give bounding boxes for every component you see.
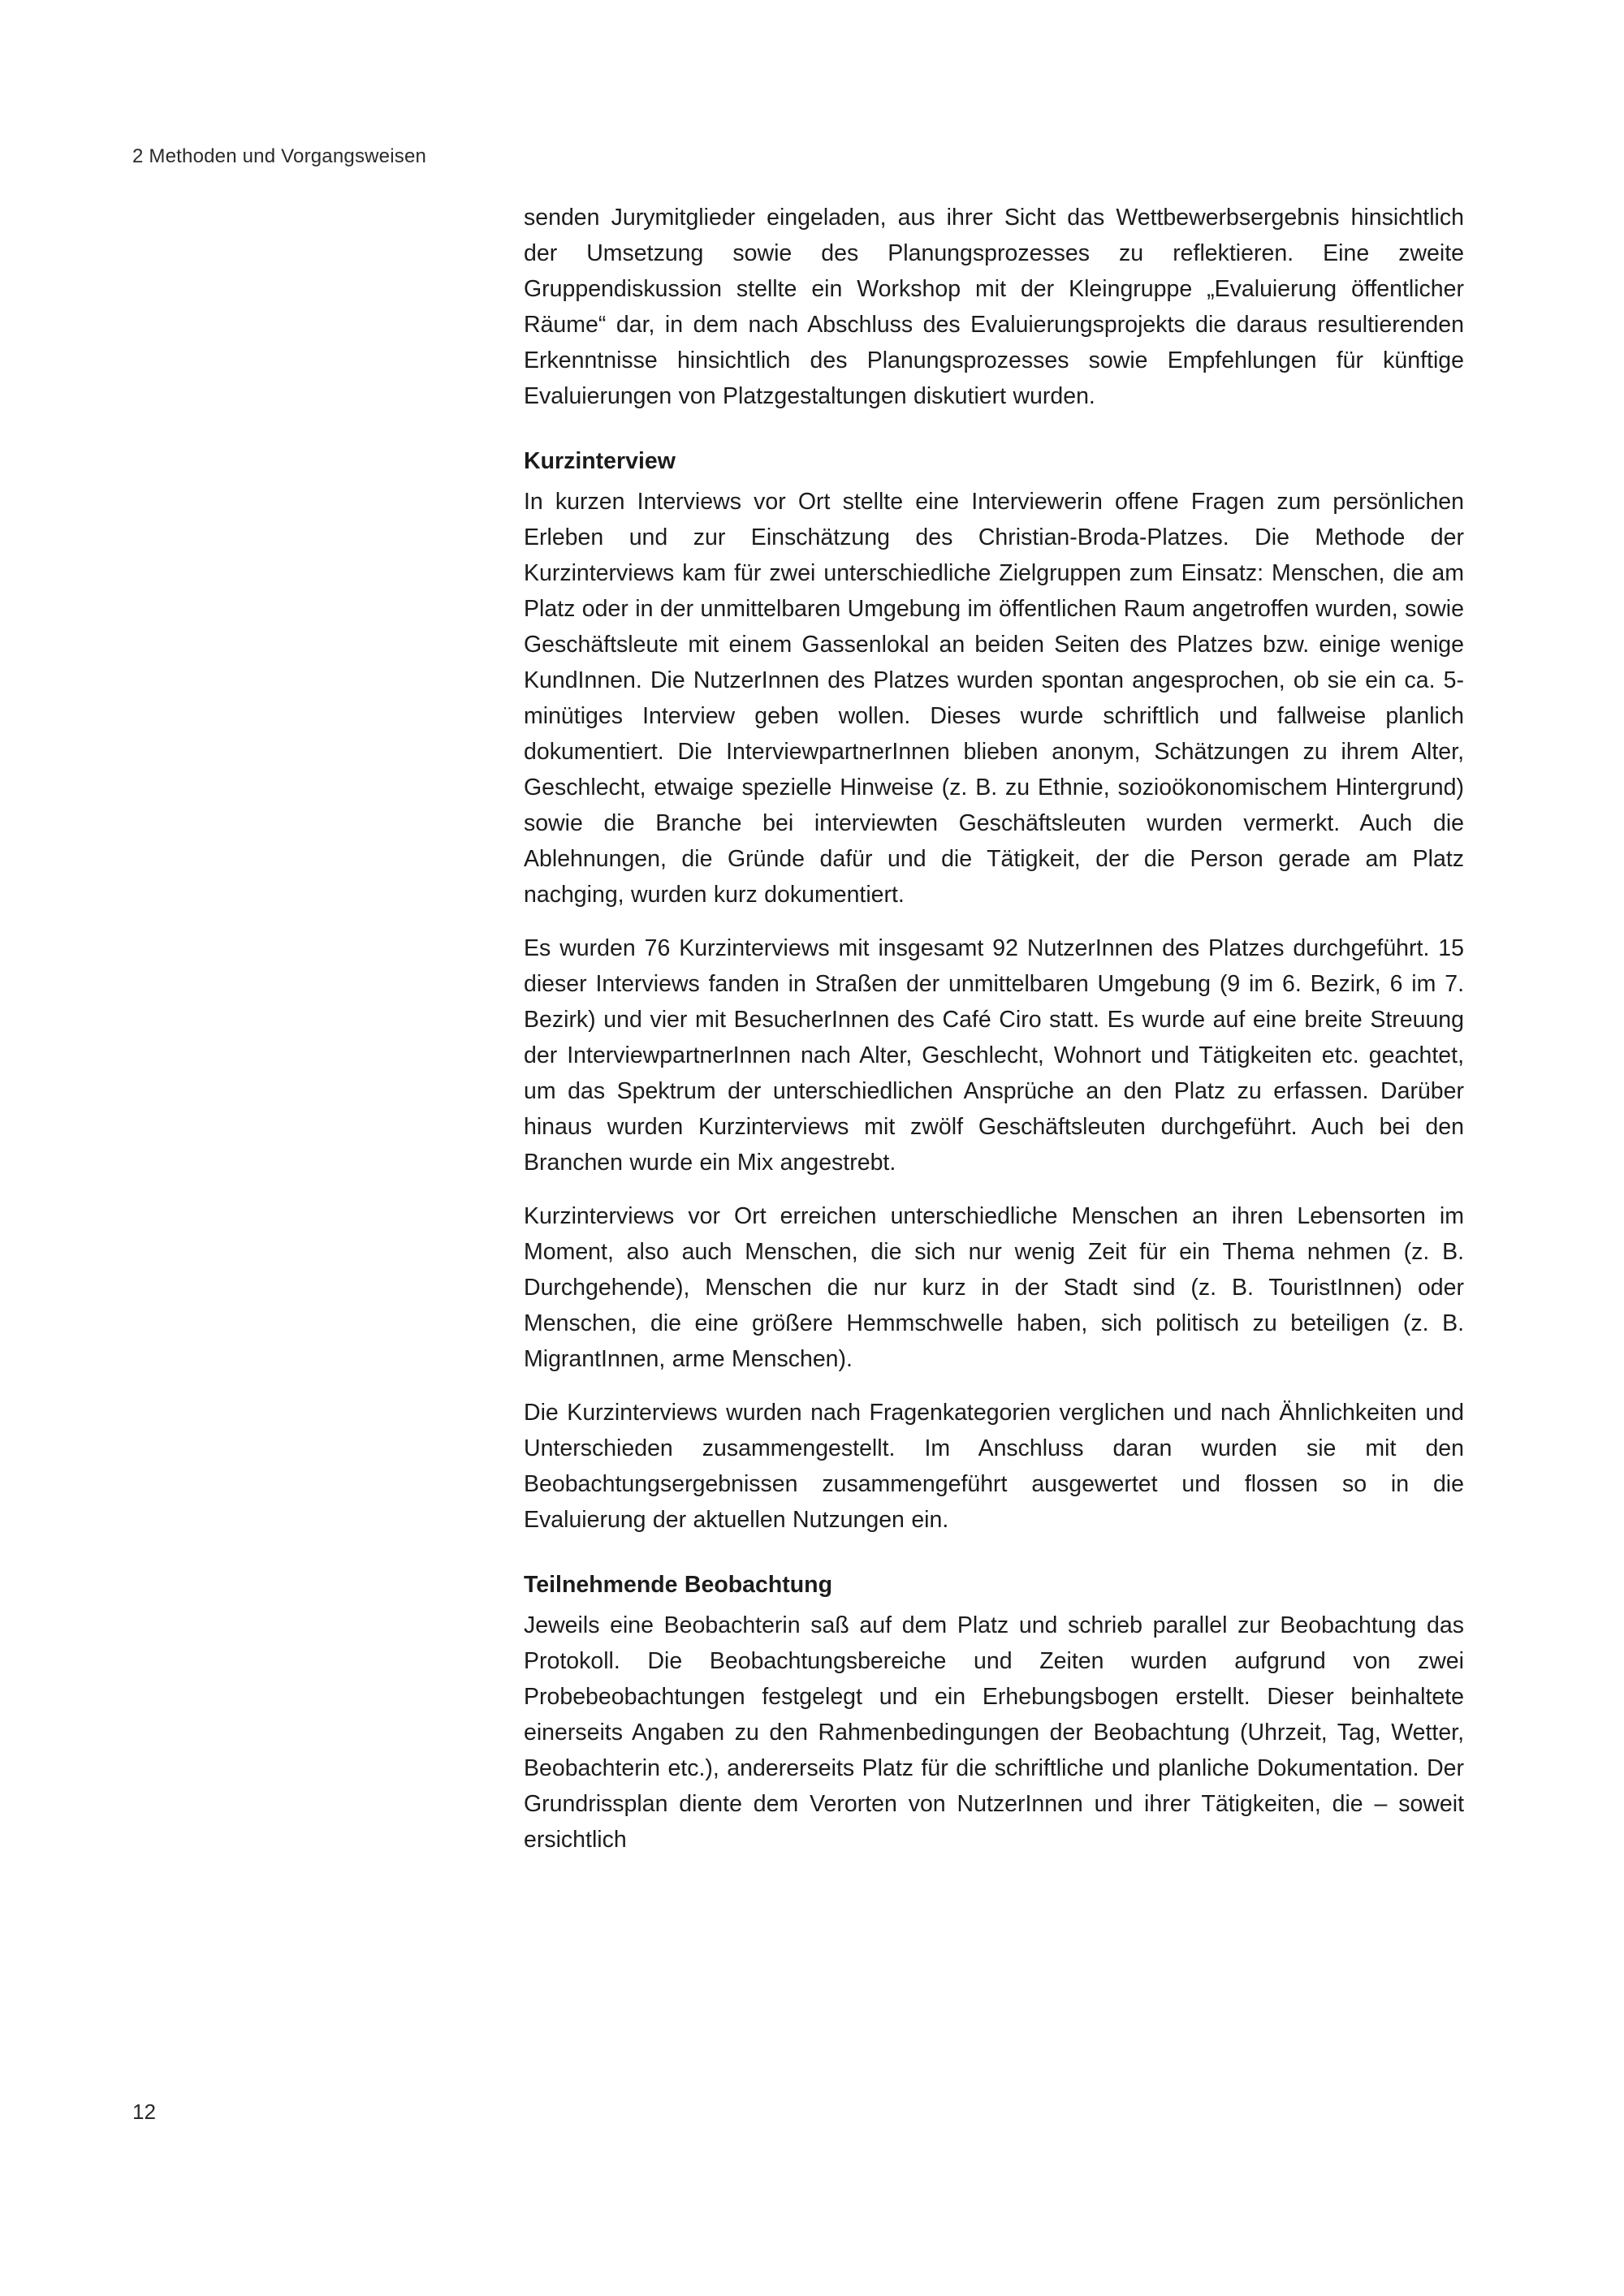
section-heading-kurzinterview: Kurzinterview bbox=[524, 448, 676, 474]
kurzinterview-paragraph-3: Kurzinterviews vor Ort erreichen unterschiedliche Menschen an ihren Lebensorten im Moment, also auch Menschen, die sich nur wenig Zeit für ein Thema nehmen (z. B. Durchgehende), Menschen die nur kurz in der Stadt sind (z. B. TouristInnen) oder Menschen, die eine größere Hemmschwelle haben, sich politisch zu beteiligen (z. B. MigrantInnen, arme Menschen). bbox=[524, 1203, 1464, 1372]
teilnehmende-beobachtung-paragraph-1: Jeweils eine Beobachterin saß auf dem Platz und schrieb parallel zur Beobachtung das Protokoll. Die Beobachtungsbereiche und Zeiten wurden aufgrund von zwei Probebeobachtungen festgelegt und ein Erhebungsbogen erstellt. Dieser beinhaltete einerseits Angaben zu den Rahmenbedingungen der Beobachtung (Uhrzeit, Tag, Wetter, Beobachterin etc.), andererseits Platz für die schriftliche und planliche Dokumentation. Der Grundrissplan diente dem Verorten von NutzerInnen und ihrer Tätigkeiten, die – soweit ersichtlich bbox=[524, 1612, 1464, 1853]
kurzinterview-paragraph-2: Es wurden 76 Kurzinterviews mit insgesamt 92 NutzerInnen des Platzes durchgeführt. 15 dieser Interviews fanden in Straßen der unmittelbaren Umgebung (9 im 6. Bezirk, 6 im 7. Bezirk) und vier mit BesucherInnen des Café Ciro statt. Es wurde auf eine breite Streuung der InterviewpartnerInnen nach Alter, Geschlecht, Wohnort und Tätigkeiten etc. geachtet, um das Spektrum der unterschiedlichen Ansprüche an den Platz zu erfassen. Darüber hinaus wurden Kurzinterviews mit zwölf Geschäftsleuten durchgeführt. Auch bei den Branchen wurde ein Mix angestrebt. bbox=[524, 935, 1464, 1176]
kurzinterview-paragraph-1: In kurzen Interviews vor Ort stellte eine Interviewerin offene Fragen zum persönlichen Erleben und zur Einschätzung des Christian-Broda-Platzes. Die Methode der Kurzinterviews kam für zwei unterschiedliche Zielgruppen zum Einsatz: Menschen, die am Platz oder in der unmittelbaren Umgebung im öffentlichen Raum angetroffen wurden, sowie Geschäftsleute mit einem Gassenlokal an beiden Seiten des Platzes bzw. einige wenige KundInnen. Die NutzerInnen des Platzes wurden spontan angesprochen, ob sie ein ca. 5-minütiges Interview geben wollen. Dieses wurde schriftlich und fallweise planlich dokumentiert. Die InterviewpartnerInnen blieben anonym, Schätzungen zu ihrem Alter, Geschlecht, etwaige spezielle Hinweise (z. B. zu Ethnie, sozioökonomischem Hintergrund) sowie die Branche bei interviewten Geschäftsleuten wurden vermerkt. Auch die Ablehnungen, die Gründe dafür und die Tätigkeit, der die Person gerade am Platz nachging, wurden kurz dokumentiert. bbox=[524, 489, 1464, 908]
running-header: 2 Methoden und Vorgangsweisen bbox=[132, 145, 427, 167]
kurzinterview-paragraph-4: Die Kurzinterviews wurden nach Fragenkategorien verglichen und nach Ähnlichkeiten und Unterschieden zusammengestellt. Im Anschluss daran wurden sie mit den Beobachtungsergebnissen zusammengeführt ausgewertet und flossen so in die Evaluierung der aktuellen Nutzungen ein. bbox=[524, 1400, 1464, 1533]
section-heading-teilnehmende-beobachtung: Teilnehmende Beobachtung bbox=[524, 1572, 833, 1598]
intro-paragraph: senden Jurymitglieder eingeladen, aus ihrer Sicht das Wettbewerbsergebnis hinsichtlich der Umsetzung sowie des Planungsprozesses zu reflektieren. Eine zweite Gruppendiskussion stellte ein Workshop mit der Kleingruppe „Evaluierung öffentlicher Räume“ dar, in dem nach Abschluss des Evaluierungsprojekts die daraus resultierenden Erkenntnisse hinsichtlich des Planungsprozesses sowie Empfehlungen für künftige Evaluierungen von Platzgestaltungen diskutiert wurden. bbox=[524, 205, 1464, 409]
content-column bbox=[524, 200, 1464, 1875]
page-number: 12 bbox=[132, 2100, 156, 2124]
